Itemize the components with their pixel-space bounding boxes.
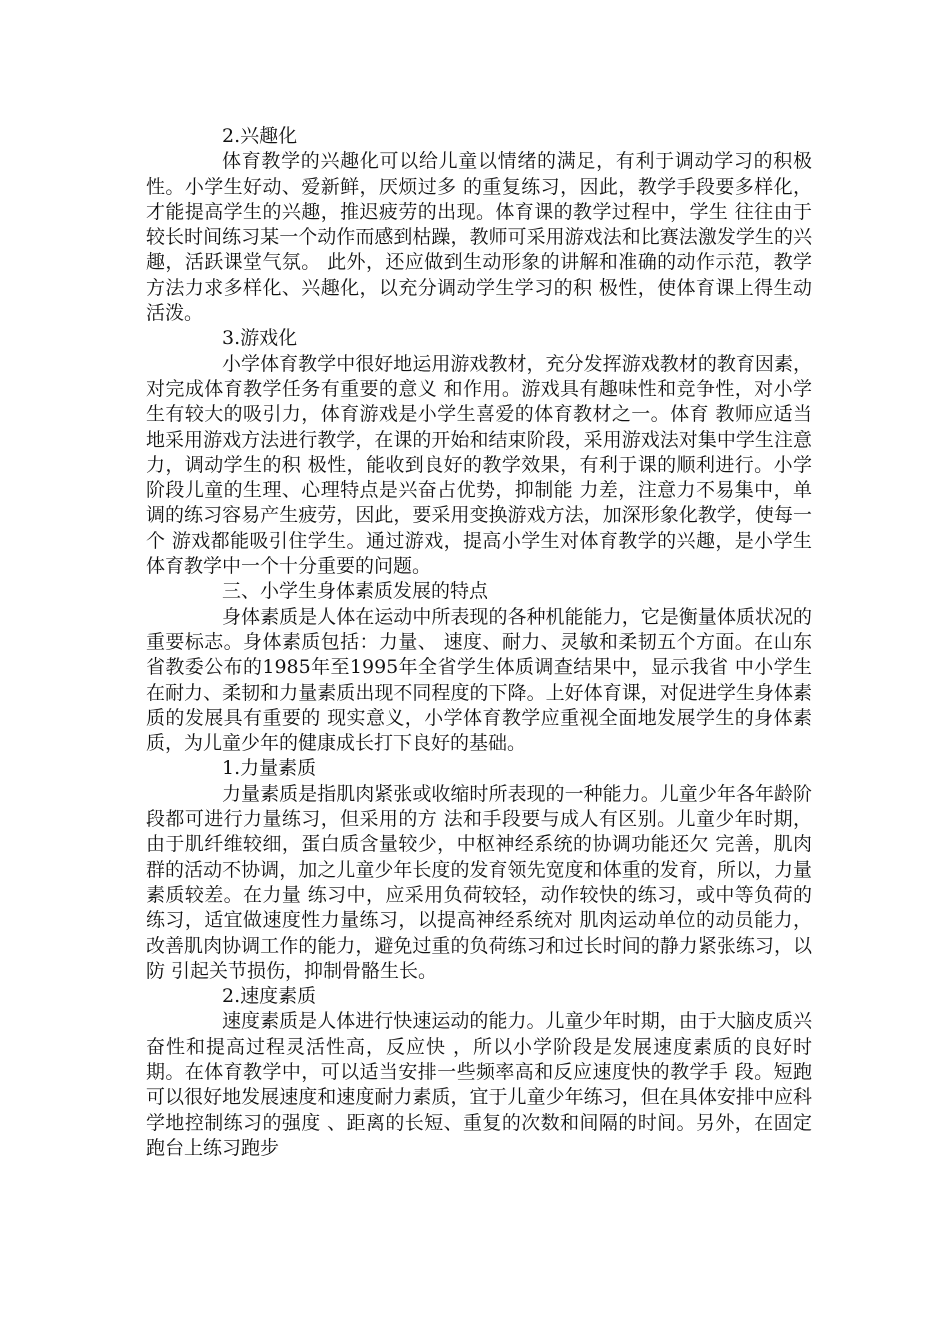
section-heading-speed: 2.速度素质	[222, 985, 317, 1008]
section-heading-physical-quality: 三、小学生身体素质发展的特点	[222, 580, 489, 603]
paragraph-strength: 力量素质是指肌肉紧张或收缩时所表现的一种能力。儿童少年各年龄阶段都可进行力量练习，但采用的方 法和手段要与成人有区别。儿童少年时期，由于肌纤维较细，蛋白质含量较少，中枢神经系统的协调功能还欠 完善，肌肉群的活动不协调，加之儿童少年长度的发育领先宽度和体重的发育，所以，力量素质较差。在力量 练习中，应采用负荷较轻，动作较快的练习，或中等负荷的练习，适宜做速度性力量练习，以提高神经系统对 肌肉运动单位的动员能力，改善肌肉协调工作的能力，避免过重的负荷练习和过长时间的静力紧张练习，以防 引起关节损伤，抑制骨骼生长。	[146, 782, 812, 982]
paragraph-physical-quality: 身体素质是人体在运动中所表现的各种机能能力，它是衡量体质状况的重要标志。身体素质包括：力量、 速度、耐力、灵敏和柔韧五个方面。在山东省教委公布的1985年至1995年全省学生体质调查结果中，显示我省 中小学生在耐力、柔韧和力量素质出现不同程度的下降。上好体育课，对促进学生身体素质的发展具有重要的 现实意义，小学体育教学应重视全面地发展学生的身体素质，为儿童少年的健康成长打下良好的基础。	[146, 605, 812, 755]
section-heading-strength: 1.力量素质	[222, 757, 317, 780]
paragraph-interest: 体育教学的兴趣化可以给儿童以情绪的满足，有利于调动学习的积极性。小学生好动、爱新鲜，厌烦过多 的重复练习，因此，教学手段要多样化，才能提高学生的兴趣，推迟疲劳的出现。体育课的教学过程中，学生 往往由于较长时间练习某一个动作而感到枯躁，教师可采用游戏法和比赛法激发学生的兴趣，活跃课堂气氛。 此外，还应做到生动形象的讲解和准确的动作示范，教学方法力求多样化、兴趣化，以充分调动学生学习的积 极性，使体育课上得生动活泼。	[146, 150, 812, 325]
paragraph-games: 小学体育教学中很好地运用游戏教材，充分发挥游戏教材的教育因素，对完成体育教学任务有重要的意义 和作用。游戏具有趣味性和竞争性，对小学生有较大的吸引力，体育游戏是小学生喜爱的体育教材之一。体育 教师应适当地采用游戏方法进行教学，在课的开始和结束阶段，采用游戏法对集中学生注意力，调动学生的积 极性，能收到良好的教学效果，有利于课的顺利进行。小学阶段儿童的生理、心理特点是兴奋占优势，抑制能 力差，注意力不易集中，单调的练习容易产生疲劳，因此，要采用变换游戏方法，加深形象化教学，使每一个 游戏都能吸引住学生。通过游戏，提高小学生对体育教学的兴趣，是小学生体育教学中一个十分重要的问题。	[146, 352, 812, 578]
paragraph-speed: 速度素质是人体进行快速运动的能力。儿童少年时期，由于大脑皮质兴奋性和提高过程灵活性高，反应快 ，所以小学阶段是发展速度素质的良好时期。在体育教学中，可以适当安排一些频率高和反应速度快的教学手 段。短跑可以很好地发展速度和速度耐力素质，宜于儿童少年练习，但在具体安排中应科学地控制练习的强度 、距离的长短、重复的次数和间隔的时间。另外，在固定跑台上练习跑步	[146, 1010, 812, 1159]
section-heading-interest: 2.兴趣化	[222, 125, 298, 147]
document-body	[146, 124, 812, 1161]
section-heading-games: 3.游戏化	[222, 327, 298, 350]
